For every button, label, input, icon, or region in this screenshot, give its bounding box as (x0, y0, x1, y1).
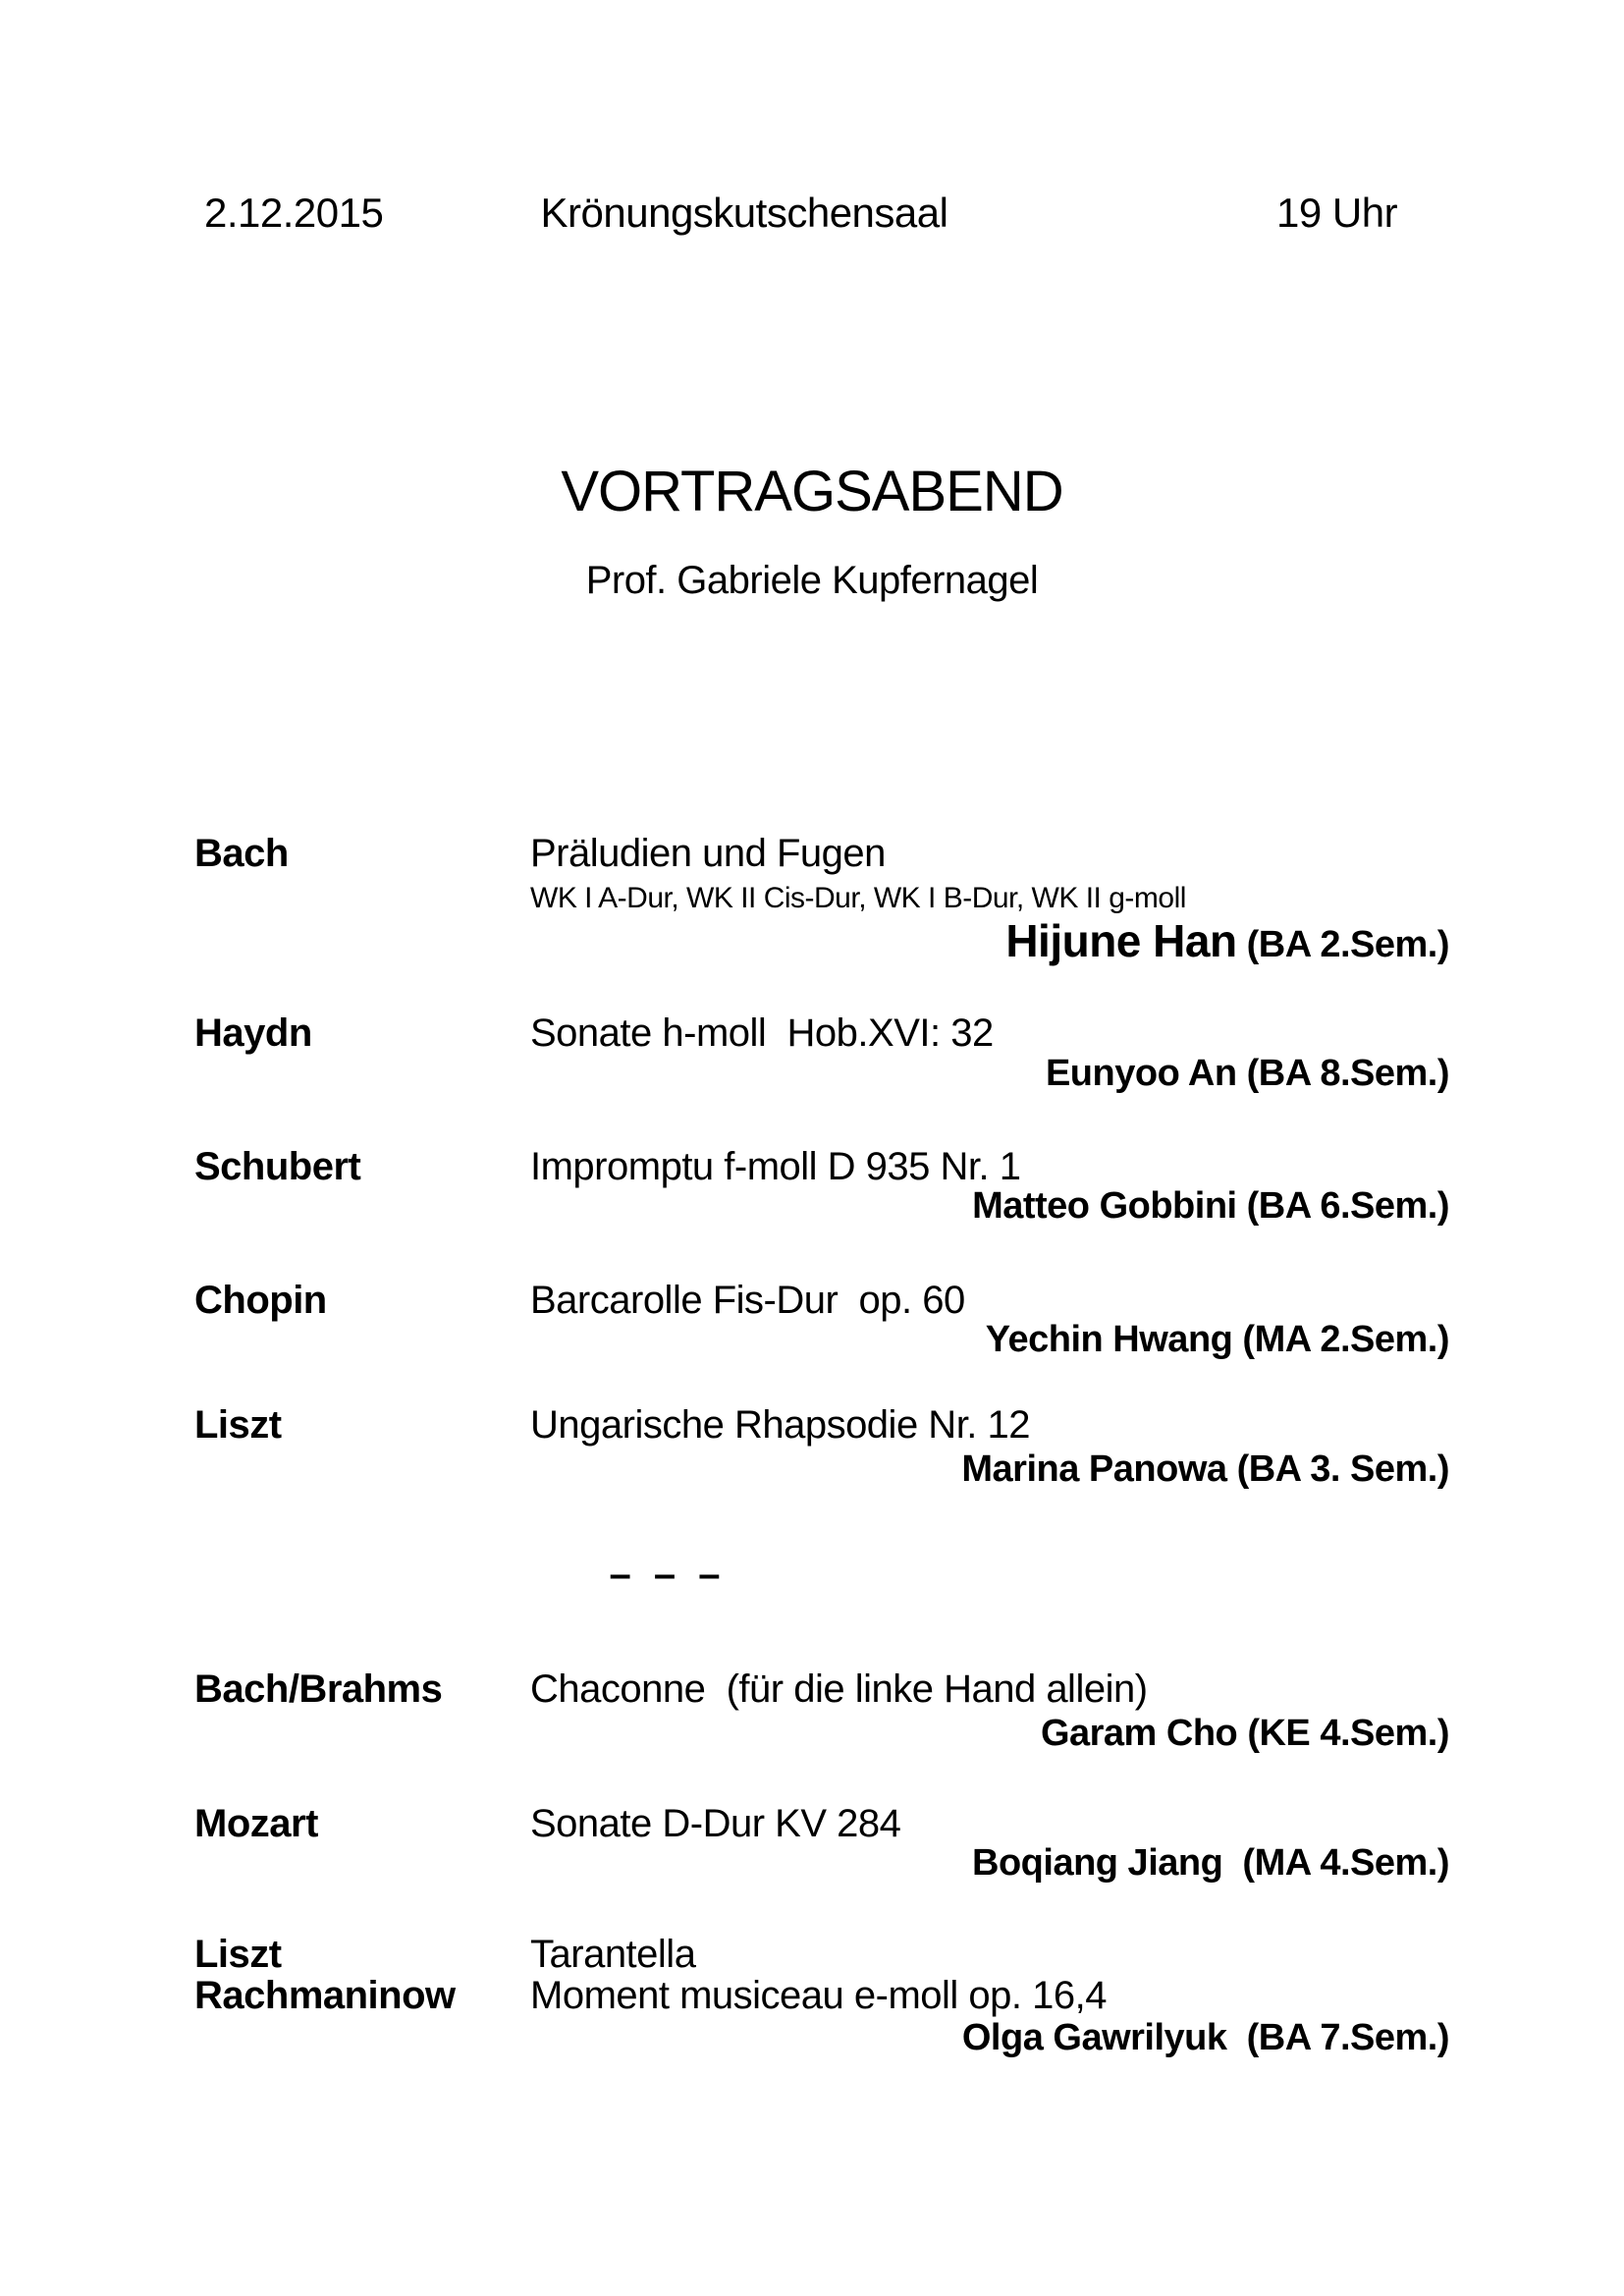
performer-credit: Garam Cho (KE 4.Sem.) (1040, 1713, 1449, 1754)
piece-title: Ungarische Rhapsodie Nr. 12 (530, 1403, 1031, 1447)
performer-credit: Matteo Gobbini (BA 6.Sem.) (972, 1185, 1449, 1227)
composer-name: Liszt (194, 1403, 282, 1447)
composer-name: Liszt (194, 1933, 282, 1976)
intermission-divider: – – – (609, 1553, 727, 1596)
performer-name: Hijune Han (1005, 915, 1237, 966)
piece-title: Chaconne (für die linke Hand allein) (530, 1667, 1148, 1711)
composer-name: Bach (194, 832, 289, 875)
piece-title: Sonate h-moll Hob.XVI: 32 (530, 1011, 994, 1055)
composer-name: Rachmaninow (194, 1974, 456, 2017)
piece-title: Tarantella (530, 1933, 696, 1976)
event-date: 2.12.2015 (204, 190, 384, 236)
composer-name: Schubert (194, 1145, 361, 1188)
performer-credit: Boqiang Jiang (MA 4.Sem.) (972, 1842, 1449, 1884)
composer-name: Mozart (194, 1802, 318, 1845)
composer-name: Bach/Brahms (194, 1667, 443, 1711)
piece-title: Präludien und Fugen (530, 832, 886, 875)
event-time: 19 Uhr (1276, 190, 1398, 236)
page-title: VORTRAGSABEND (561, 460, 1063, 523)
performer-credit: Marina Panowa (BA 3. Sem.) (961, 1449, 1449, 1490)
piece-title: Sonate D-Dur KV 284 (530, 1802, 901, 1845)
performer-credit: Eunyoo An (BA 8.Sem.) (1045, 1053, 1449, 1094)
composer-name: Chopin (194, 1279, 327, 1322)
piece-detail: WK I A-Dur, WK II Cis-Dur, WK I B-Dur, WK II g-moll (530, 882, 1186, 914)
piece-title: Impromptu f-moll D 935 Nr. 1 (530, 1145, 1021, 1188)
performer-info: (BA 2.Sem.) (1236, 924, 1449, 965)
performer-credit (1005, 917, 1449, 965)
composer-name: Haydn (194, 1011, 312, 1055)
event-venue: Krönungskutschensaal (540, 190, 948, 236)
performer-credit: Yechin Hwang (MA 2.Sem.) (985, 1319, 1449, 1360)
piece-title: Moment musiceau e-moll op. 16,4 (530, 1974, 1107, 2017)
performer-credit: Olga Gawrilyuk (BA 7.Sem.) (961, 2017, 1449, 2058)
professor-name: Prof. Gabriele Kupfernagel (585, 559, 1039, 602)
piece-title: Barcarolle Fis-Dur op. 60 (530, 1279, 965, 1322)
